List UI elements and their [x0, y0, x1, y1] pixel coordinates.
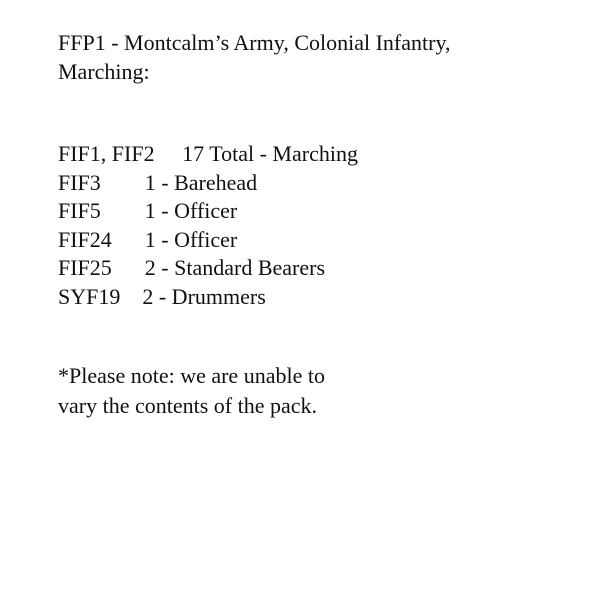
- pack-item-syf19: SYF19 2 - Drummers: [58, 283, 266, 309]
- pack-title: [58, 28, 578, 86]
- pack-note-line-2: vary the contents of the pack.: [58, 393, 318, 418]
- pack-title-line-2: Marching:: [58, 59, 150, 84]
- pack-item-fif24: FIF24 1 - Officer: [58, 226, 238, 252]
- pack-item-fif1-fif2: FIF1, FIF2 17 Total - Marching: [58, 141, 358, 166]
- pack-note-line-1: *Please note: we are unable to: [58, 363, 325, 388]
- pack-item-fif5: FIF5 1 - Officer: [58, 198, 238, 223]
- pack-contents-document: [58, 28, 578, 421]
- pack-title-line-1: FFP1 - Montcalm’s Army, Colonial Infantry,: [58, 30, 451, 55]
- pack-item-fif3: FIF3 1 - Barehead: [58, 169, 258, 195]
- pack-items-list: [58, 140, 578, 311]
- pack-item-fif25: FIF25 2 - Standard Bearers: [58, 255, 326, 280]
- pack-note: [58, 361, 578, 421]
